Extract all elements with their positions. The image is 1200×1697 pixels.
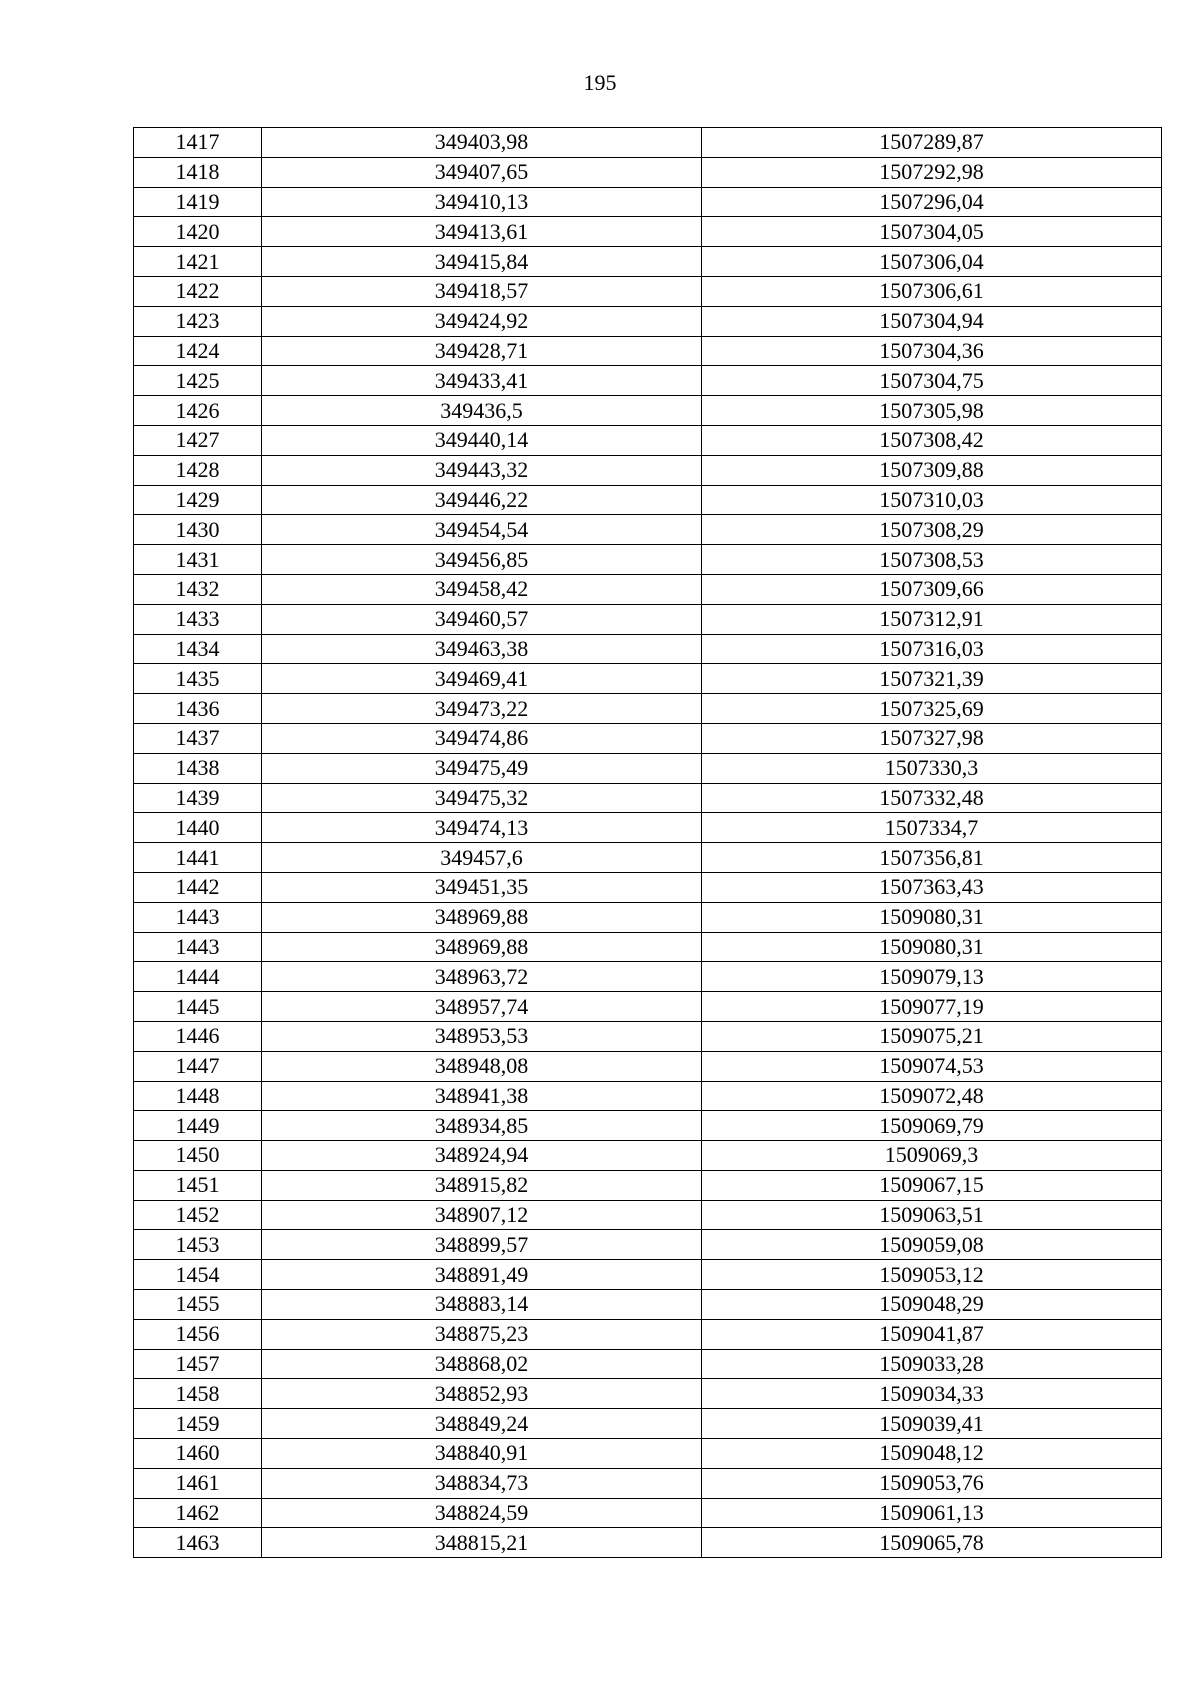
x-coordinate-cell: 348907,12 [262,1200,702,1230]
x-coordinate-cell: 348852,93 [262,1379,702,1409]
point-number-cell: 1432 [134,574,262,604]
point-number-cell: 1428 [134,455,262,485]
x-coordinate-cell: 349443,32 [262,455,702,485]
table-row [134,485,1162,515]
x-coordinate-cell: 348834,73 [262,1468,702,1498]
y-coordinate-cell: 1507306,04 [702,247,1162,277]
y-coordinate-cell: 1507330,3 [702,753,1162,783]
y-coordinate-cell: 1507308,42 [702,425,1162,455]
x-coordinate-cell: 349407,65 [262,157,702,187]
point-number-cell: 1460 [134,1439,262,1469]
table-row [134,1260,1162,1290]
table-row [134,1349,1162,1379]
point-number-cell: 1427 [134,425,262,455]
table-row [134,1111,1162,1141]
y-coordinate-cell: 1509053,12 [702,1260,1162,1290]
point-number-cell: 1451 [134,1170,262,1200]
point-number-cell: 1418 [134,157,262,187]
x-coordinate-cell: 349458,42 [262,574,702,604]
y-coordinate-cell: 1507327,98 [702,723,1162,753]
point-number-cell: 1458 [134,1379,262,1409]
y-coordinate-cell: 1509080,31 [702,902,1162,932]
point-number-cell: 1441 [134,843,262,873]
table-row [134,187,1162,217]
x-coordinate-cell: 349460,57 [262,604,702,634]
point-number-cell: 1426 [134,396,262,426]
y-coordinate-cell: 1509053,76 [702,1468,1162,1498]
y-coordinate-cell: 1509079,13 [702,962,1162,992]
x-coordinate-cell: 349440,14 [262,425,702,455]
y-coordinate-cell: 1509063,51 [702,1200,1162,1230]
table-row [134,1528,1162,1558]
point-number-cell: 1430 [134,515,262,545]
point-number-cell: 1417 [134,128,262,158]
x-coordinate-cell: 348883,14 [262,1290,702,1320]
x-coordinate-cell: 349475,49 [262,753,702,783]
y-coordinate-cell: 1507304,94 [702,306,1162,336]
x-coordinate-cell: 349433,41 [262,366,702,396]
x-coordinate-cell: 349474,13 [262,813,702,843]
coordinates-table [133,127,1162,1558]
point-number-cell: 1457 [134,1349,262,1379]
point-number-cell: 1446 [134,1021,262,1051]
x-coordinate-cell: 348875,23 [262,1319,702,1349]
x-coordinate-cell: 349415,84 [262,247,702,277]
point-number-cell: 1433 [134,604,262,634]
table-row [134,634,1162,664]
y-coordinate-cell: 1509061,13 [702,1498,1162,1528]
point-number-cell: 1425 [134,366,262,396]
table-row [134,455,1162,485]
y-coordinate-cell: 1509080,31 [702,932,1162,962]
table-row [134,157,1162,187]
table-row [134,604,1162,634]
y-coordinate-cell: 1509069,3 [702,1141,1162,1171]
point-number-cell: 1453 [134,1230,262,1260]
table-row [134,217,1162,247]
point-number-cell: 1447 [134,1051,262,1081]
table-row [134,783,1162,813]
x-coordinate-cell: 348868,02 [262,1349,702,1379]
y-coordinate-cell: 1507305,98 [702,396,1162,426]
y-coordinate-cell: 1507321,39 [702,664,1162,694]
table-row [134,932,1162,962]
table-row [134,1439,1162,1469]
y-coordinate-cell: 1509069,79 [702,1111,1162,1141]
y-coordinate-cell: 1507308,53 [702,545,1162,575]
y-coordinate-cell: 1507309,66 [702,574,1162,604]
x-coordinate-cell: 348969,88 [262,902,702,932]
y-coordinate-cell: 1509067,15 [702,1170,1162,1200]
table-row [134,1081,1162,1111]
y-coordinate-cell: 1509033,28 [702,1349,1162,1379]
point-number-cell: 1423 [134,306,262,336]
point-number-cell: 1429 [134,485,262,515]
y-coordinate-cell: 1509048,12 [702,1439,1162,1469]
x-coordinate-cell: 348849,24 [262,1409,702,1439]
y-coordinate-cell: 1507296,04 [702,187,1162,217]
y-coordinate-cell: 1509065,78 [702,1528,1162,1558]
x-coordinate-cell: 348934,85 [262,1111,702,1141]
table-row [134,872,1162,902]
y-coordinate-cell: 1507356,81 [702,843,1162,873]
y-coordinate-cell: 1509048,29 [702,1290,1162,1320]
y-coordinate-cell: 1507312,91 [702,604,1162,634]
y-coordinate-cell: 1509059,08 [702,1230,1162,1260]
table-row [134,1319,1162,1349]
x-coordinate-cell: 348969,88 [262,932,702,962]
table-row [134,992,1162,1022]
table-row [134,366,1162,396]
table-row [134,1290,1162,1320]
table-row [134,247,1162,277]
table-row [134,1021,1162,1051]
x-coordinate-cell: 349418,57 [262,276,702,306]
y-coordinate-cell: 1507308,29 [702,515,1162,545]
x-coordinate-cell: 349424,92 [262,306,702,336]
point-number-cell: 1444 [134,962,262,992]
y-coordinate-cell: 1509034,33 [702,1379,1162,1409]
y-coordinate-cell: 1509074,53 [702,1051,1162,1081]
point-number-cell: 1438 [134,753,262,783]
table-row [134,1200,1162,1230]
table-row [134,306,1162,336]
point-number-cell: 1443 [134,902,262,932]
y-coordinate-cell: 1507325,69 [702,694,1162,724]
x-coordinate-cell: 348963,72 [262,962,702,992]
y-coordinate-cell: 1507332,48 [702,783,1162,813]
x-coordinate-cell: 348891,49 [262,1260,702,1290]
point-number-cell: 1454 [134,1260,262,1290]
x-coordinate-cell: 348953,53 [262,1021,702,1051]
y-coordinate-cell: 1509077,19 [702,992,1162,1022]
table-row [134,962,1162,992]
x-coordinate-cell: 349410,13 [262,187,702,217]
x-coordinate-cell: 348924,94 [262,1141,702,1171]
table-row [134,1141,1162,1171]
x-coordinate-cell: 348840,91 [262,1439,702,1469]
x-coordinate-cell: 349454,54 [262,515,702,545]
x-coordinate-cell: 349473,22 [262,694,702,724]
point-number-cell: 1455 [134,1290,262,1320]
table-row [134,902,1162,932]
x-coordinate-cell: 349474,86 [262,723,702,753]
table-row [134,515,1162,545]
table-row [134,545,1162,575]
y-coordinate-cell: 1507304,36 [702,336,1162,366]
y-coordinate-cell: 1507309,88 [702,455,1162,485]
x-coordinate-cell: 349475,32 [262,783,702,813]
point-number-cell: 1459 [134,1409,262,1439]
point-number-cell: 1445 [134,992,262,1022]
x-coordinate-cell: 348899,57 [262,1230,702,1260]
point-number-cell: 1424 [134,336,262,366]
point-number-cell: 1450 [134,1141,262,1171]
y-coordinate-cell: 1507363,43 [702,872,1162,902]
table-row [134,694,1162,724]
table-row [134,1468,1162,1498]
point-number-cell: 1440 [134,813,262,843]
y-coordinate-cell: 1507289,87 [702,128,1162,158]
point-number-cell: 1436 [134,694,262,724]
y-coordinate-cell: 1507292,98 [702,157,1162,187]
table-row [134,336,1162,366]
point-number-cell: 1439 [134,783,262,813]
table-row [134,723,1162,753]
y-coordinate-cell: 1509072,48 [702,1081,1162,1111]
x-coordinate-cell: 348948,08 [262,1051,702,1081]
point-number-cell: 1449 [134,1111,262,1141]
point-number-cell: 1431 [134,545,262,575]
table-row [134,128,1162,158]
x-coordinate-cell: 349457,6 [262,843,702,873]
table-row [134,276,1162,306]
point-number-cell: 1420 [134,217,262,247]
x-coordinate-cell: 348915,82 [262,1170,702,1200]
point-number-cell: 1437 [134,723,262,753]
y-coordinate-cell: 1507306,61 [702,276,1162,306]
y-coordinate-cell: 1507334,7 [702,813,1162,843]
point-number-cell: 1461 [134,1468,262,1498]
y-coordinate-cell: 1507304,75 [702,366,1162,396]
table-row [134,1409,1162,1439]
table-row [134,753,1162,783]
x-coordinate-cell: 349456,85 [262,545,702,575]
point-number-cell: 1456 [134,1319,262,1349]
table-row [134,1379,1162,1409]
point-number-cell: 1463 [134,1528,262,1558]
coordinates-table-body [134,128,1162,1558]
x-coordinate-cell: 349428,71 [262,336,702,366]
table-row [134,1498,1162,1528]
y-coordinate-cell: 1507310,03 [702,485,1162,515]
table-row [134,664,1162,694]
page-number: 195 [583,70,617,95]
point-number-cell: 1452 [134,1200,262,1230]
point-number-cell: 1422 [134,276,262,306]
x-coordinate-cell: 349451,35 [262,872,702,902]
x-coordinate-cell: 349403,98 [262,128,702,158]
x-coordinate-cell: 348941,38 [262,1081,702,1111]
y-coordinate-cell: 1507304,05 [702,217,1162,247]
x-coordinate-cell: 349469,41 [262,664,702,694]
y-coordinate-cell: 1509041,87 [702,1319,1162,1349]
point-number-cell: 1421 [134,247,262,277]
point-number-cell: 1434 [134,634,262,664]
x-coordinate-cell: 348824,59 [262,1498,702,1528]
point-number-cell: 1419 [134,187,262,217]
table-row [134,813,1162,843]
table-row [134,574,1162,604]
table-row [134,425,1162,455]
table-row [134,1170,1162,1200]
table-row [134,1230,1162,1260]
point-number-cell: 1443 [134,932,262,962]
y-coordinate-cell: 1509075,21 [702,1021,1162,1051]
point-number-cell: 1462 [134,1498,262,1528]
x-coordinate-cell: 349436,5 [262,396,702,426]
table-row [134,843,1162,873]
table-row [134,1051,1162,1081]
x-coordinate-cell: 349413,61 [262,217,702,247]
y-coordinate-cell: 1509039,41 [702,1409,1162,1439]
point-number-cell: 1442 [134,872,262,902]
x-coordinate-cell: 349446,22 [262,485,702,515]
y-coordinate-cell: 1507316,03 [702,634,1162,664]
table-row [134,396,1162,426]
point-number-cell: 1435 [134,664,262,694]
x-coordinate-cell: 348957,74 [262,992,702,1022]
x-coordinate-cell: 348815,21 [262,1528,702,1558]
x-coordinate-cell: 349463,38 [262,634,702,664]
point-number-cell: 1448 [134,1081,262,1111]
